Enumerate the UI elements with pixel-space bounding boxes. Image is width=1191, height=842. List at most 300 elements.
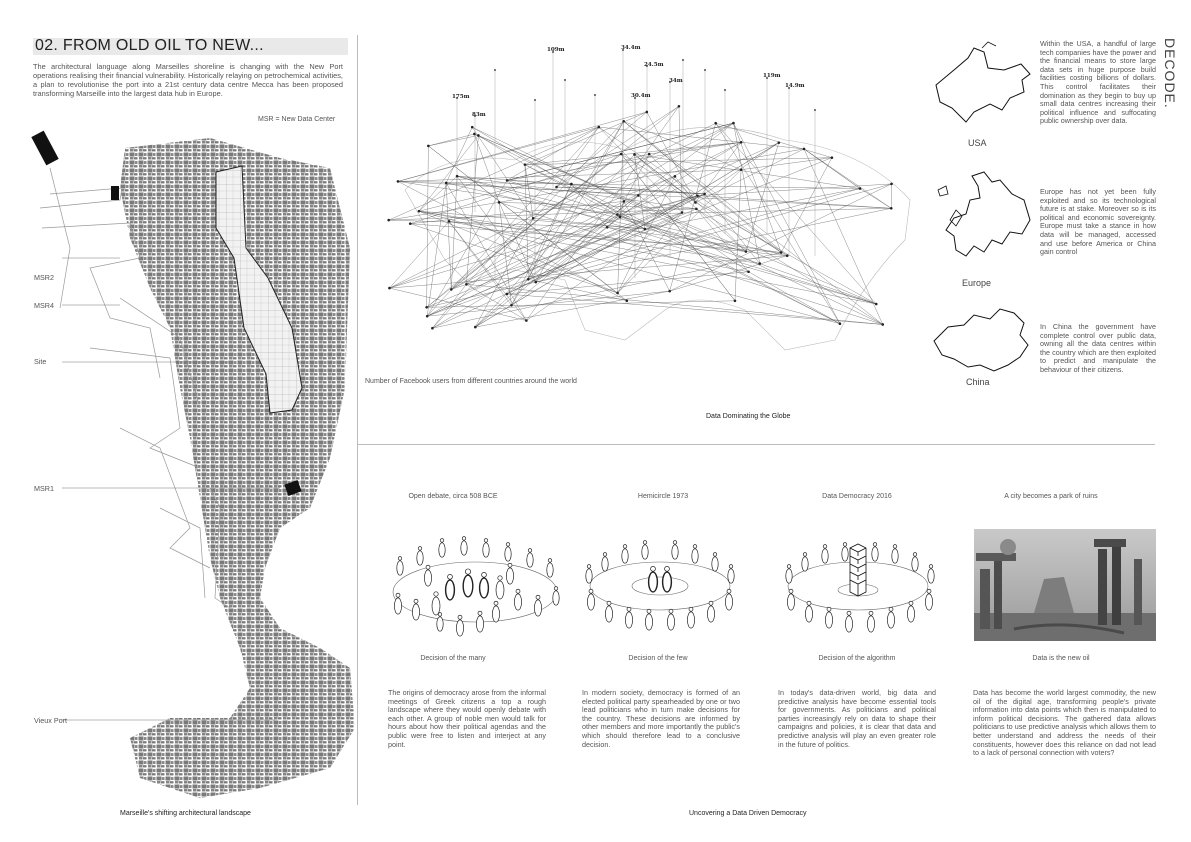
network-node [450,288,453,291]
network-link [647,112,696,202]
fb-value-label: 34m [669,78,683,84]
network-node [890,207,893,210]
person-body [587,594,594,610]
person-body [907,606,914,622]
person-head [873,543,877,547]
network-node [477,134,480,137]
person-body [514,594,521,610]
person-head [587,565,591,569]
person-body [417,551,423,565]
person-body [586,569,592,583]
label-vieux-port: Vieux Port [34,716,68,725]
network-node [637,194,640,197]
column-text-park-of-ruins: Data has become the world largest commodity, the new oil of the digital age, transforming people's private information into data points which then is manipulated to inform political decisions. The gathered data allows politicians to use predictive analysis which allows them to better understand and address the needs of their constituents, however does this reliance on dad not lead to a lack of personal connection with voters? [973,688,1156,758]
network-node [703,193,706,196]
person-head [827,607,831,611]
person-body [483,543,489,557]
network-node [427,145,430,148]
network-node [626,299,629,302]
network-node [418,210,421,213]
column-text-open-debate: The origins of democracy arose from the informal meetings of Greek citizens a top a rough landscape where they would openly debate with each other. A group of noble men would talk for hours about how their political agendas and the public were free to listen and interject at any point. [388,688,546,749]
network-link [446,183,451,289]
value-stem-dot [724,89,726,91]
column-title-open-debate: Open debate, circa 508 BCE [408,493,498,500]
person-body [842,547,848,561]
network-node [474,326,477,329]
network-link [679,106,682,212]
network-node [388,287,391,290]
network-node [555,186,558,189]
data-tower-icon [850,544,866,596]
person-body [802,557,808,571]
network-link [466,187,556,284]
person-body [887,612,894,628]
country-label-europe: Europe [962,278,992,288]
person-head [643,541,647,545]
person-body [912,557,918,571]
value-stem-dot [534,99,536,101]
person-body [822,549,828,563]
person-body [892,549,898,563]
network-node [597,126,600,129]
person-body [645,614,652,630]
person-head [478,611,482,615]
column-subtitle-algorithm: Decision of the algorithm [818,655,896,662]
network-node [527,278,530,281]
network-node [780,251,783,254]
network-lines [389,106,892,328]
value-stem-dot [494,69,496,71]
network-link [624,121,741,169]
person-head [438,613,442,617]
network-node [681,211,684,214]
globe-network [365,40,930,385]
person-body [605,606,612,622]
network-node [732,122,735,125]
column-subtitle-new-oil: Data is the new oil [1032,655,1090,662]
person-body [707,606,714,622]
msr4-block [111,186,119,200]
network-node [473,133,476,136]
network-node [448,220,451,223]
person-head [462,537,466,541]
column-text-hemicircle: In modern society, democracy is formed of an elected political party spearheaded by one or two lead politicians who in turn make decisions for the country. These decisions are informed by other members and more importantly the public's which should therefore lead to a conclusive decision. [582,688,740,749]
person-body [480,578,489,598]
network-link [398,181,617,214]
person-body [553,591,559,605]
person-body [505,547,511,561]
network-link [427,301,735,307]
network-link [696,209,882,325]
network-link [398,112,647,181]
network-node [606,226,609,229]
network-node [745,250,748,253]
network-link [427,146,429,307]
open-debate-diagram [380,528,570,643]
person-head [807,601,811,605]
network-node [695,208,698,211]
person-body [463,575,473,597]
europe-outline [926,170,1036,275]
network-link [389,127,599,220]
network-link [427,282,536,307]
network-link [457,176,876,304]
network-node [875,303,878,306]
network-link [557,112,647,187]
person-head [669,609,673,613]
network-node [890,183,893,186]
network-link [398,127,599,181]
person-head [893,545,897,549]
person-body [496,581,504,599]
network-node [786,254,789,257]
network-node [524,163,527,166]
column-subtitle-many: Decision of the many [420,655,486,662]
network-node [570,183,573,186]
person-head [484,539,488,543]
person-head [528,549,532,553]
network-link [419,211,749,272]
person-head [506,543,510,547]
fb-value-label: 14.9m [785,83,805,89]
park-of-ruins-image [974,529,1156,641]
fb-value-label: 24.5m [644,62,664,68]
fb-value-label: 109m [547,47,565,53]
network-node [623,200,626,203]
person-body [872,547,878,561]
network-node [734,300,737,303]
person-head [414,599,418,603]
column-title-hemicircle: Hemicircle 1973 [637,493,689,500]
network-link [457,176,696,209]
network-node [465,283,468,286]
person-head [554,587,558,591]
person-body [625,612,632,628]
network-node [387,219,390,222]
person-body [492,606,499,622]
network-link [624,121,788,255]
network-link [697,184,891,196]
network-node [397,180,400,183]
value-stem-dot [564,79,566,81]
fb-value-label: 119m [763,73,781,79]
network-node [525,319,528,322]
person-body [506,568,513,584]
network-link [526,213,682,321]
network-link [472,127,533,218]
network-link [645,189,860,229]
person-head [693,545,697,549]
person-head [548,559,552,563]
network-link [427,195,638,316]
network-node [740,168,743,171]
network-node [831,156,834,159]
person-head [418,547,422,551]
person-body [692,549,698,563]
network-node [758,262,761,265]
network-node [510,304,513,307]
horizontal-divider [358,444,1155,445]
person-head [847,611,851,615]
network-link [804,149,860,189]
network-node [696,194,699,197]
network-link [472,127,883,324]
network-node [648,153,651,156]
person-head [913,553,917,557]
person-body [527,553,533,567]
network-node [674,175,677,178]
person-body [712,557,718,571]
network-node [747,270,750,273]
person-head [689,607,693,611]
person-head [627,607,631,611]
fb-value-label: 83m [472,112,486,118]
network-node [740,141,743,144]
value-stem-dot [704,69,706,71]
person-head [787,565,791,569]
person-body [725,594,732,610]
network-node [409,222,412,225]
value-stem-dot [814,109,816,111]
network-link [507,142,741,180]
person-head [623,545,627,549]
person-head [498,576,502,580]
network-link [428,134,474,146]
person-head [589,589,593,593]
network-link [526,106,679,320]
network-node [881,323,884,326]
person-head [909,601,913,605]
network-link [525,112,647,165]
column-text-data-democracy: In today's data-driven world, big data and predictive analysis have become essential tools for governments. As politicians and political parties increasingly rely on data to shape their campaigns and policies, it is clear that data and predictive analysis will play an even greater role in the future of politics. [778,688,936,749]
network-link [716,123,832,157]
country-text-europe: Europe has not yet been fully exploited and so its technological future is at stake. Moreover so is its political and economic sovereignty. Europe must take a stance in how data will be managed, accessed and use before America or China gain control [1040,187,1156,257]
person-head [929,565,933,569]
person-head [869,611,873,615]
country-text-china: In China the government have complete control over public data, owning all the data centres within the country which are then exploited to predict and manipulate the behaviour of their citizens. [1040,322,1156,374]
person-body [456,620,463,636]
person-head [516,589,520,593]
fb-value-label: 34.4m [621,45,641,51]
network-node [445,182,448,185]
network-link [410,154,621,224]
hemicircle-diagram [575,528,745,643]
network-link [804,149,891,208]
person-head [843,543,847,547]
person-body [928,569,934,583]
person-body [476,616,483,632]
network-link [389,288,526,320]
network-node [644,228,647,231]
value-stem-dot [682,59,684,61]
network-link [533,123,733,218]
person-head [508,563,512,567]
network-node [714,122,717,125]
network-node [620,153,623,156]
country-label-china: China [966,377,990,387]
column-title-park-of-ruins: A city becomes a park of ruins [1004,493,1098,500]
network-node [633,153,636,156]
country-label-usa: USA [968,138,987,148]
person-head [482,572,487,577]
network-link [735,170,741,301]
person-body [642,545,648,559]
network-node [616,292,619,295]
person-head [709,601,713,605]
person-head [665,566,670,571]
person-head [398,557,402,561]
network-link [427,291,669,316]
person-head [673,541,677,545]
person-body [672,545,678,559]
map-caption: Marseille's shifting architectural landscape [120,810,251,817]
network-node [425,306,428,309]
usa-outline [926,40,1036,135]
person-body [867,616,874,632]
network-link [607,227,876,304]
network-link [427,183,446,316]
fb-value-label: 175m [452,94,470,100]
person-body [547,563,553,577]
network-link [474,134,840,324]
person-head [426,565,430,569]
person-body [805,606,812,622]
person-body [845,616,852,632]
person-head [607,601,611,605]
person-head [494,601,498,605]
network-node [803,148,806,151]
person-body [667,614,674,630]
person-head [927,589,931,593]
network-link [507,195,639,294]
column-subtitle-few: Decision of the few [628,655,688,662]
person-body [394,598,401,614]
network-node [532,217,535,220]
person-body [437,617,443,631]
person-head [651,566,656,571]
person-head [465,569,470,574]
value-stem-dot [594,94,596,96]
globe-caption: Data Dominating the Globe [706,413,791,420]
label-site: Site [34,357,47,366]
person-head [536,595,540,599]
person-body [663,572,672,592]
person-body [461,541,467,555]
person-body [432,597,440,615]
democracy-caption: Uncovering a Data Driven Democracy [689,810,807,817]
country-text-usa: Within the USA, a handful of large tech companies have the power and the financial means to store large data sets in huge purpose build facilities costing billions of dollars. This control facilitates their domination as they begin to buy up small data centres increasing their political influence and suffocating public ownership over data. [1040,39,1156,126]
network-link [670,184,892,291]
network-node [426,315,429,318]
label-msr1: MSR1 [34,484,54,493]
page-title: 02. FROM OLD OIL TO NEW... [35,37,264,54]
network-link [451,123,733,289]
person-body [397,561,403,575]
network-link [475,291,669,327]
network-link [419,176,457,211]
person-body [825,612,832,628]
person-body [439,543,445,557]
network-node [471,126,474,129]
person-body [786,569,792,583]
label-msr2: MSR2 [34,273,54,282]
data-democracy-diagram [775,528,945,643]
person-body [925,594,932,610]
network-node [616,213,619,216]
map-legend: MSR = New Data Center [258,116,336,123]
person-head [789,589,793,593]
person-head [889,607,893,611]
person-head [729,565,733,569]
network-node [498,201,501,204]
person-head [448,574,453,579]
network-node [506,179,509,182]
person-head [803,553,807,557]
person-body [446,580,455,600]
person-body [424,570,431,586]
person-body [602,557,608,571]
person-head [823,545,827,549]
label-msr4: MSR4 [34,301,54,310]
network-link [624,201,670,291]
person-body [534,600,541,616]
network-node [668,290,671,293]
person-body [787,594,794,610]
person-head [727,589,731,593]
msr2-block [31,131,58,166]
person-head [440,539,444,543]
network-node [778,141,781,144]
network-node [456,175,459,178]
network-link [389,221,449,288]
network-link [695,202,876,304]
network-link [599,127,682,212]
person-head [434,592,438,596]
person-body [687,612,694,628]
network-link [398,181,891,208]
network-link [528,279,627,300]
network-link [428,135,478,146]
marseille-map [30,128,360,808]
person-body [649,572,658,592]
network-node [506,293,509,296]
network-link [398,181,860,188]
person-body [622,549,628,563]
network-link [781,158,832,253]
brand-logo: DECODE. [1162,38,1178,109]
person-body [412,604,419,620]
network-node [839,322,842,325]
globe-subcaption: Number of Facebook users from different countries around the world [365,378,577,385]
network-node [431,327,434,330]
intro-paragraph: The architectural language along Marseilles shoreline is changing with the New Port operations realising their financial vulnerability. Historically relaying on petrochemical activities, a plan to revolutionise the port into a 21st century data centre Mecca has been proposed transforming Marseille into the largest data hub in Europe. [33,62,343,98]
person-head [396,593,400,597]
person-head [603,553,607,557]
network-node [859,187,862,190]
network-node [694,201,697,204]
person-head [458,615,462,619]
fb-value-label: 30.4m [631,93,651,99]
network-node [622,120,625,123]
person-head [647,609,651,613]
china-outline [928,305,1038,380]
network-link [507,123,733,180]
network-node [534,281,537,284]
person-body [728,569,734,583]
network-link [475,143,779,327]
person-head [713,553,717,557]
network-node [646,111,649,114]
